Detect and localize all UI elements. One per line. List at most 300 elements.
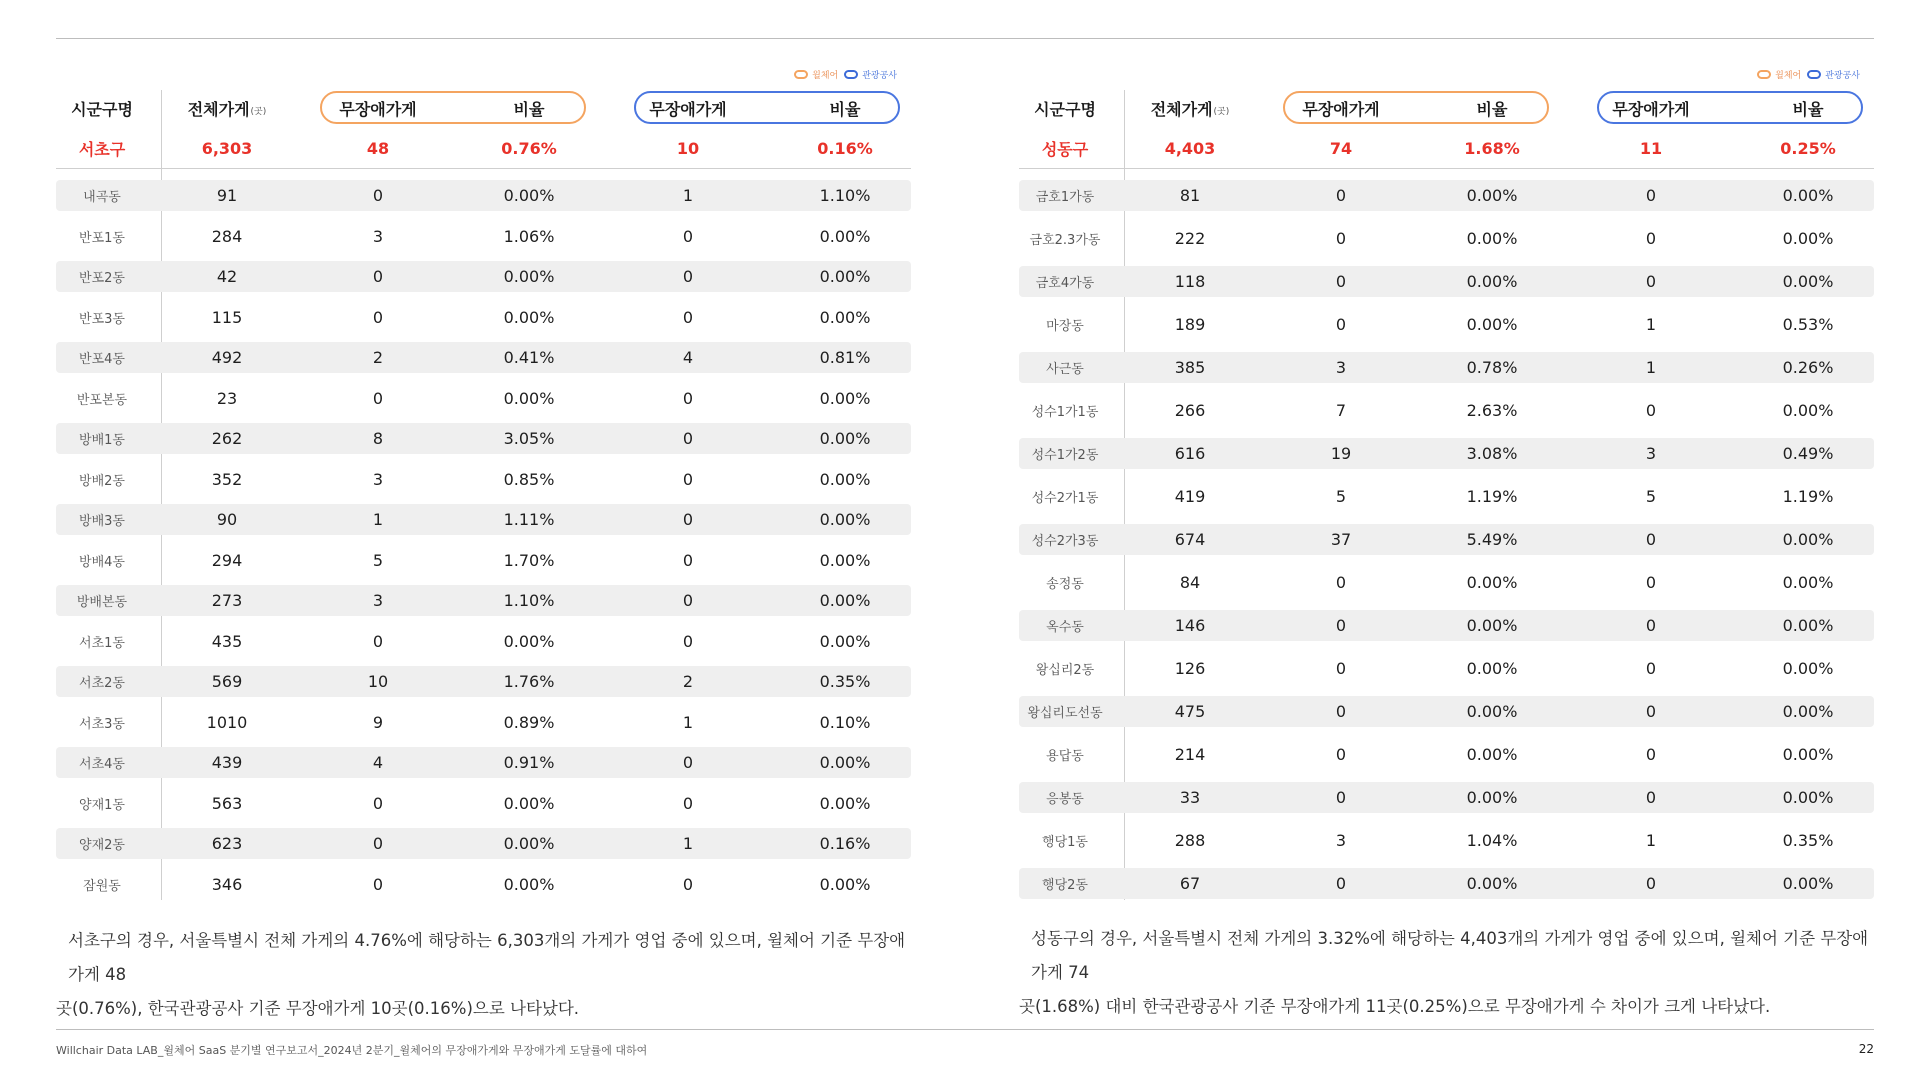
- total-stores: 475: [1174, 702, 1206, 721]
- table-row: [56, 342, 911, 373]
- willchair-ratio: 0.00%: [1466, 616, 1518, 635]
- total-stores: 352: [211, 469, 243, 489]
- willchair-ratio: 2.63%: [1466, 401, 1518, 420]
- willchair-ratio: 0.00%: [1466, 186, 1518, 205]
- tourism-count: 5: [1645, 487, 1657, 506]
- tourism-count: 0: [682, 631, 694, 651]
- total-stores: 569: [211, 672, 243, 691]
- tourism-ratio: 0.00%: [1782, 788, 1834, 807]
- willchair-count: 8: [372, 429, 384, 448]
- total-header-unit: (곳): [250, 107, 267, 117]
- table-row: [56, 383, 911, 414]
- tourism-ratio: 0.81%: [819, 348, 871, 367]
- willchair-count: 3: [372, 226, 384, 246]
- summary-total: 4,403: [1164, 138, 1216, 158]
- tourism-ratio: 0.00%: [819, 510, 871, 529]
- willchair-count: 19: [1330, 444, 1352, 463]
- tourism-count: 1: [682, 712, 694, 732]
- orange-pill-icon: [1757, 70, 1771, 79]
- legend-label: 윌체어: [1775, 71, 1802, 81]
- tourism-count: 0: [1645, 530, 1657, 549]
- district-name: 마장동: [1046, 319, 1084, 334]
- district-name: 반포4동: [79, 352, 125, 367]
- willchair-count: 2: [372, 348, 384, 367]
- district-name: 양재2동: [79, 838, 125, 853]
- tourism-ratio: 1.10%: [819, 186, 871, 205]
- table-row: [56, 545, 911, 576]
- total-stores: 126: [1174, 659, 1206, 678]
- tourism-ratio: 0.00%: [1782, 874, 1834, 893]
- tourism-ratio: 0.49%: [1782, 444, 1834, 463]
- willchair-count: 3: [1335, 831, 1347, 850]
- willchair-ratio: 0.41%: [503, 348, 555, 367]
- district-name: 성수2가1동: [1031, 491, 1099, 506]
- willchair-ratio: 0.00%: [1466, 272, 1518, 291]
- tourism-count: 0: [682, 510, 694, 529]
- district-name: 서초1동: [79, 635, 125, 651]
- total-header-label: 전체가게: [187, 99, 250, 119]
- tourism-count: 0: [682, 267, 694, 286]
- willchair-count: 0: [1335, 186, 1347, 205]
- tourism-ratio: 0.00%: [819, 469, 871, 489]
- district-name: 응봉동: [1046, 792, 1084, 807]
- district-name: 반포1동: [79, 230, 125, 246]
- district-name: 성수2가3동: [1031, 534, 1099, 549]
- willchair-ratio: 0.00%: [1466, 874, 1518, 893]
- tourism-ratio-header: 비율: [1792, 99, 1824, 119]
- willchair-ratio: 0.00%: [503, 631, 555, 651]
- willchair-ratio: 0.00%: [503, 267, 555, 286]
- tourism-ratio: 0.53%: [1782, 315, 1834, 334]
- willchair-ratio: 3.05%: [503, 429, 555, 448]
- table-row: [56, 464, 911, 495]
- district-name: 서초2동: [79, 676, 125, 691]
- willchair-ratio: 0.89%: [503, 712, 555, 732]
- willchair-count: 0: [1335, 315, 1347, 334]
- total-stores: 90: [216, 510, 238, 529]
- tourism-count: 0: [682, 469, 694, 489]
- district-name: 송정동: [1046, 577, 1084, 592]
- district-name: 금호2.3가동: [1029, 233, 1101, 248]
- willchair-count: 0: [1335, 272, 1347, 291]
- willchair-count: 3: [372, 591, 384, 610]
- tourism-ratio-header: 비율: [829, 99, 861, 119]
- willchair-ratio: 0.00%: [1466, 702, 1518, 721]
- legend-label: 관광공사: [862, 71, 897, 81]
- willchair-count: 4: [372, 753, 384, 772]
- total-header-label: 전체가게: [1150, 99, 1213, 119]
- tourism-ratio: 0.00%: [819, 388, 871, 408]
- page-number: 22: [1858, 1042, 1874, 1056]
- total-stores: 616: [1174, 444, 1206, 463]
- total-stores: 623: [211, 834, 243, 853]
- table-row: [1019, 696, 1874, 727]
- total-header: [1129, 90, 1251, 126]
- willchair-count: 5: [372, 550, 384, 570]
- tourism-count: 3: [1645, 444, 1657, 463]
- willchair-ratio: 0.00%: [1466, 573, 1518, 592]
- tourism-ratio: 0.00%: [1782, 229, 1834, 248]
- willchair-count: 0: [1335, 874, 1347, 893]
- bottom-rule: [56, 1029, 1874, 1030]
- summary-willchair-ratio: 0.76%: [501, 138, 557, 158]
- summary-tourism-ratio: 0.25%: [1780, 138, 1836, 158]
- table-row: [56, 180, 911, 211]
- total-stores: 214: [1174, 745, 1206, 764]
- orange-pill-icon: [794, 70, 808, 79]
- summary-tourism-count: 10: [676, 138, 700, 158]
- willchair-ratio: 0.00%: [503, 388, 555, 408]
- tourism-count: 1: [1645, 315, 1657, 334]
- tourism-count: 0: [1645, 659, 1657, 678]
- district-name: 반포3동: [79, 311, 125, 327]
- total-stores: 288: [1174, 831, 1206, 850]
- tourism-ratio: 0.00%: [1782, 659, 1834, 678]
- tourism-count: 0: [1645, 745, 1657, 764]
- table-row: [1019, 223, 1874, 254]
- table-row: [56, 747, 911, 778]
- summary-row: [1019, 130, 1874, 166]
- tourism-ratio: 0.00%: [1782, 186, 1834, 205]
- table-row: [56, 626, 911, 657]
- legend-label: 관광공사: [1825, 71, 1860, 81]
- willchair-ratio-header: 비율: [513, 99, 545, 119]
- paragraph-line: 곳(1.68%) 대비 한국관광공사 기준 무장애가게 11곳(0.25%)으로 무장애가게 수 차이가 크게 나타났다.: [1019, 997, 1771, 1016]
- tourism-count: 2: [682, 672, 694, 691]
- table-row: [56, 504, 911, 535]
- willchair-ratio: 0.00%: [1466, 788, 1518, 807]
- total-stores: 273: [211, 591, 243, 610]
- tourism-count: 0: [1645, 573, 1657, 592]
- tourism-ratio: 0.00%: [1782, 745, 1834, 764]
- tourism-count-header: 무장애가게: [649, 99, 727, 119]
- district-name: 반포본동: [76, 392, 128, 408]
- willchair-count: 10: [367, 672, 389, 691]
- table-row: [1019, 395, 1874, 426]
- willchair-ratio: 3.08%: [1466, 444, 1518, 463]
- willchair-count: 0: [1335, 659, 1347, 678]
- legend-willchair: [1757, 68, 1801, 81]
- willchair-ratio: 1.70%: [503, 550, 555, 570]
- district-name: 사근동: [1046, 362, 1084, 377]
- table-row: [1019, 739, 1874, 770]
- total-stores: 294: [211, 550, 243, 570]
- summary-district: 서초구: [78, 139, 126, 159]
- willchair-count: 1: [372, 510, 384, 529]
- willchair-ratio: 0.00%: [503, 834, 555, 853]
- willchair-count: 0: [372, 267, 384, 286]
- district-name: 반포2동: [79, 271, 125, 286]
- table-row: [1019, 524, 1874, 555]
- total-stores: 419: [1174, 487, 1206, 506]
- tourism-ratio: 0.35%: [819, 672, 871, 691]
- district-header: 시군구명: [1034, 99, 1096, 119]
- total-stores: 84: [1179, 573, 1201, 592]
- table-row: [1019, 352, 1874, 383]
- tourism-ratio: 0.00%: [819, 591, 871, 610]
- district-name: 내곡동: [83, 190, 121, 205]
- willchair-ratio: 0.91%: [503, 753, 555, 772]
- table-row: [56, 585, 911, 616]
- summary-tourism-count: 11: [1639, 138, 1663, 158]
- willchair-count: 0: [1335, 229, 1347, 248]
- tourism-count: 0: [682, 388, 694, 408]
- tourism-ratio: 0.00%: [819, 267, 871, 286]
- total-stores: 189: [1174, 315, 1206, 334]
- willchair-ratio: 1.10%: [503, 591, 555, 610]
- district-name: 금호4가동: [1035, 276, 1095, 291]
- header-separator: [56, 168, 911, 169]
- legend-label: 윌체어: [812, 71, 839, 81]
- district-name: 방배2동: [79, 473, 125, 489]
- willchair-count: 3: [372, 469, 384, 489]
- blue-pill-icon: [1807, 70, 1821, 79]
- table-row: [1019, 653, 1874, 684]
- tourism-ratio: 0.35%: [1782, 831, 1834, 850]
- table-row: [1019, 180, 1874, 211]
- district-name: 옥수동: [1046, 620, 1084, 635]
- tourism-ratio: 0.00%: [1782, 272, 1834, 291]
- total-stores: 385: [1174, 358, 1206, 377]
- table-row: [1019, 868, 1874, 899]
- tourism-count: 1: [1645, 831, 1657, 850]
- tourism-ratio: 1.19%: [1782, 487, 1834, 506]
- tourism-count: 0: [682, 793, 694, 813]
- table-row: [1019, 266, 1874, 297]
- willchair-ratio: 1.19%: [1466, 487, 1518, 506]
- total-stores: 262: [211, 429, 243, 448]
- tourism-count: 0: [1645, 702, 1657, 721]
- top-rule: [56, 38, 1874, 39]
- willchair-count: 0: [1335, 616, 1347, 635]
- district-name: 왕십리도선동: [1027, 706, 1103, 721]
- tourism-ratio: 0.00%: [1782, 573, 1834, 592]
- tourism-ratio: 0.10%: [819, 712, 871, 732]
- willchair-count: 0: [1335, 702, 1347, 721]
- tourism-ratio: 0.00%: [819, 429, 871, 448]
- district-name: 행당2동: [1042, 878, 1088, 893]
- tourism-ratio: 0.00%: [819, 631, 871, 651]
- willchair-ratio: 1.06%: [503, 226, 555, 246]
- willchair-count: 0: [372, 793, 384, 813]
- table-row: [56, 221, 911, 252]
- table-header: [56, 90, 911, 126]
- tourism-ratio: 0.26%: [1782, 358, 1834, 377]
- legend-tourism: [1807, 68, 1860, 81]
- summary-tourism-ratio: 0.16%: [817, 138, 873, 158]
- header-separator: [1019, 168, 1874, 169]
- total-stores: 266: [1174, 401, 1206, 420]
- table-row: [56, 828, 911, 859]
- column-divider: [161, 90, 162, 900]
- tourism-count: 0: [1645, 616, 1657, 635]
- willchair-count: 0: [372, 631, 384, 651]
- willchair-count-header: 무장애가게: [1302, 99, 1380, 119]
- willchair-ratio: 0.00%: [1466, 315, 1518, 334]
- willchair-ratio: 5.49%: [1466, 530, 1518, 549]
- district-name: 잠원동: [83, 878, 121, 894]
- district-name: 왕십리2동: [1035, 663, 1095, 678]
- willchair-ratio: 1.11%: [503, 510, 555, 529]
- legend-willchair: [794, 68, 838, 81]
- tourism-count: 0: [1645, 229, 1657, 248]
- willchair-ratio: 0.78%: [1466, 358, 1518, 377]
- total-stores: 81: [1179, 186, 1201, 205]
- tourism-count: 0: [682, 753, 694, 772]
- total-stores: 33: [1179, 788, 1201, 807]
- willchair-ratio-header: 비율: [1476, 99, 1508, 119]
- tourism-ratio: 0.00%: [819, 753, 871, 772]
- tourism-count: 0: [1645, 401, 1657, 420]
- total-stores: 1010: [206, 712, 248, 732]
- willchair-ratio: 1.04%: [1466, 831, 1518, 850]
- table-row: [56, 707, 911, 738]
- willchair-count: 3: [1335, 358, 1347, 377]
- tourism-ratio: 0.00%: [1782, 530, 1834, 549]
- tourism-ratio: 0.00%: [1782, 401, 1834, 420]
- tourism-count: 0: [1645, 186, 1657, 205]
- total-stores: 67: [1179, 874, 1201, 893]
- total-stores: 118: [1174, 272, 1206, 291]
- total-stores: 284: [211, 226, 243, 246]
- willchair-count: 0: [372, 388, 384, 408]
- willchair-count: 0: [372, 834, 384, 853]
- tourism-count: 0: [682, 591, 694, 610]
- summary-willchair-count: 74: [1329, 138, 1353, 158]
- district-name: 서초3동: [79, 716, 125, 732]
- summary-total: 6,303: [201, 138, 253, 158]
- willchair-ratio: 0.00%: [503, 307, 555, 327]
- table-row: [1019, 438, 1874, 469]
- tourism-count: 0: [682, 429, 694, 448]
- district-name: 금호1가동: [1035, 190, 1095, 205]
- willchair-ratio: 0.00%: [503, 793, 555, 813]
- total-stores: 563: [211, 793, 243, 813]
- willchair-count: 0: [372, 307, 384, 327]
- paragraph-line: 성동구의 경우, 서울특별시 전체 가게의 3.32%에 해당하는 4,403개의 가게가 영업 중에 있으며, 윌체어 기준 무장애가게 74: [1031, 929, 1869, 982]
- willchair-count: 0: [1335, 788, 1347, 807]
- district-name: 방배4동: [79, 554, 125, 570]
- left-summary-paragraph: [56, 924, 916, 1026]
- willchair-count: 0: [1335, 745, 1347, 764]
- summary-row: [56, 130, 911, 166]
- total-stores: 42: [216, 267, 238, 286]
- total-stores: 91: [216, 186, 238, 205]
- table-row: [56, 302, 911, 333]
- tourism-ratio: 0.00%: [819, 226, 871, 246]
- district-header: 시군구명: [71, 99, 133, 119]
- total-stores: 23: [216, 388, 238, 408]
- willchair-count: 5: [1335, 487, 1347, 506]
- table-row: [1019, 567, 1874, 598]
- district-name: 방배3동: [79, 514, 125, 529]
- willchair-count: 0: [372, 874, 384, 894]
- tourism-count-header: 무장애가게: [1612, 99, 1690, 119]
- legend-tourism: [844, 68, 897, 81]
- table-row: [56, 666, 911, 697]
- paragraph-line: 서초구의 경우, 서울특별시 전체 가게의 4.76%에 해당하는 6,303개의 가게가 영업 중에 있으며, 윌체어 기준 무장애가게 48: [68, 931, 906, 984]
- willchair-ratio: 0.00%: [1466, 659, 1518, 678]
- tourism-count: 0: [682, 307, 694, 327]
- district-name: 방배1동: [79, 433, 125, 448]
- total-stores: 435: [211, 631, 243, 651]
- table-row: [1019, 610, 1874, 641]
- willchair-count: 0: [1335, 573, 1347, 592]
- right-summary-paragraph: [1019, 922, 1879, 1024]
- willchair-ratio: 0.85%: [503, 469, 555, 489]
- legend: [794, 68, 897, 81]
- district-name: 용답동: [1046, 749, 1084, 764]
- table-header: [1019, 90, 1874, 126]
- tourism-count: 0: [1645, 874, 1657, 893]
- paragraph-line: 곳(0.76%), 한국관광공사 기준 무장애가게 10곳(0.16%)으로 나타났다.: [56, 999, 580, 1018]
- willchair-count: 9: [372, 712, 384, 732]
- willchair-ratio: 0.00%: [1466, 745, 1518, 764]
- willchair-count: 37: [1330, 530, 1352, 549]
- table-row: [56, 423, 911, 454]
- tourism-count: 1: [1645, 358, 1657, 377]
- summary-willchair-ratio: 1.68%: [1464, 138, 1520, 158]
- table-row: [56, 261, 911, 292]
- district-name: 방배본동: [76, 595, 128, 610]
- willchair-ratio: 0.00%: [1466, 229, 1518, 248]
- district-name: 성수1가1동: [1031, 405, 1099, 420]
- table-row: [56, 869, 911, 900]
- total-header-unit: (곳): [1213, 107, 1230, 117]
- total-header: [166, 90, 288, 126]
- tourism-count: 0: [682, 226, 694, 246]
- total-stores: 115: [211, 307, 243, 327]
- tourism-ratio: 0.00%: [819, 307, 871, 327]
- summary-district: 성동구: [1041, 139, 1089, 159]
- willchair-count-header: 무장애가게: [339, 99, 417, 119]
- tourism-count: 0: [682, 874, 694, 894]
- district-name: 양재1동: [79, 797, 125, 813]
- total-stores: 146: [1174, 616, 1206, 635]
- total-stores: 222: [1174, 229, 1206, 248]
- tourism-count: 0: [682, 550, 694, 570]
- willchair-count: 7: [1335, 401, 1347, 420]
- tourism-ratio: 0.00%: [819, 550, 871, 570]
- tourism-ratio: 0.00%: [1782, 702, 1834, 721]
- tourism-ratio: 0.00%: [819, 793, 871, 813]
- total-stores: 346: [211, 874, 243, 894]
- willchair-ratio: 0.00%: [503, 186, 555, 205]
- tourism-count: 0: [1645, 272, 1657, 291]
- total-stores: 492: [211, 348, 243, 367]
- district-name: 서초4동: [79, 757, 125, 772]
- tourism-count: 0: [1645, 788, 1657, 807]
- tourism-ratio: 0.00%: [819, 874, 871, 894]
- district-name: 행당1동: [1042, 835, 1088, 850]
- tourism-count: 1: [682, 186, 694, 205]
- table-row: [1019, 825, 1874, 856]
- willchair-count: 0: [372, 186, 384, 205]
- blue-pill-icon: [844, 70, 858, 79]
- tourism-ratio: 0.00%: [1782, 616, 1834, 635]
- table-row: [1019, 782, 1874, 813]
- summary-willchair-count: 48: [366, 138, 390, 158]
- table-row: [1019, 481, 1874, 512]
- willchair-ratio: 1.76%: [503, 672, 555, 691]
- total-stores: 439: [211, 753, 243, 772]
- tourism-count: 1: [682, 834, 694, 853]
- tourism-ratio: 0.16%: [819, 834, 871, 853]
- willchair-ratio: 0.00%: [503, 874, 555, 894]
- district-name: 성수1가2동: [1031, 448, 1099, 463]
- legend: [1757, 68, 1860, 81]
- footer-text: Willchair Data LAB_윌체어 SaaS 분기별 연구보고서_2024년 2분기_윌체어의 무장애가게와 무장애가게 도달률에 대하여: [56, 1044, 648, 1057]
